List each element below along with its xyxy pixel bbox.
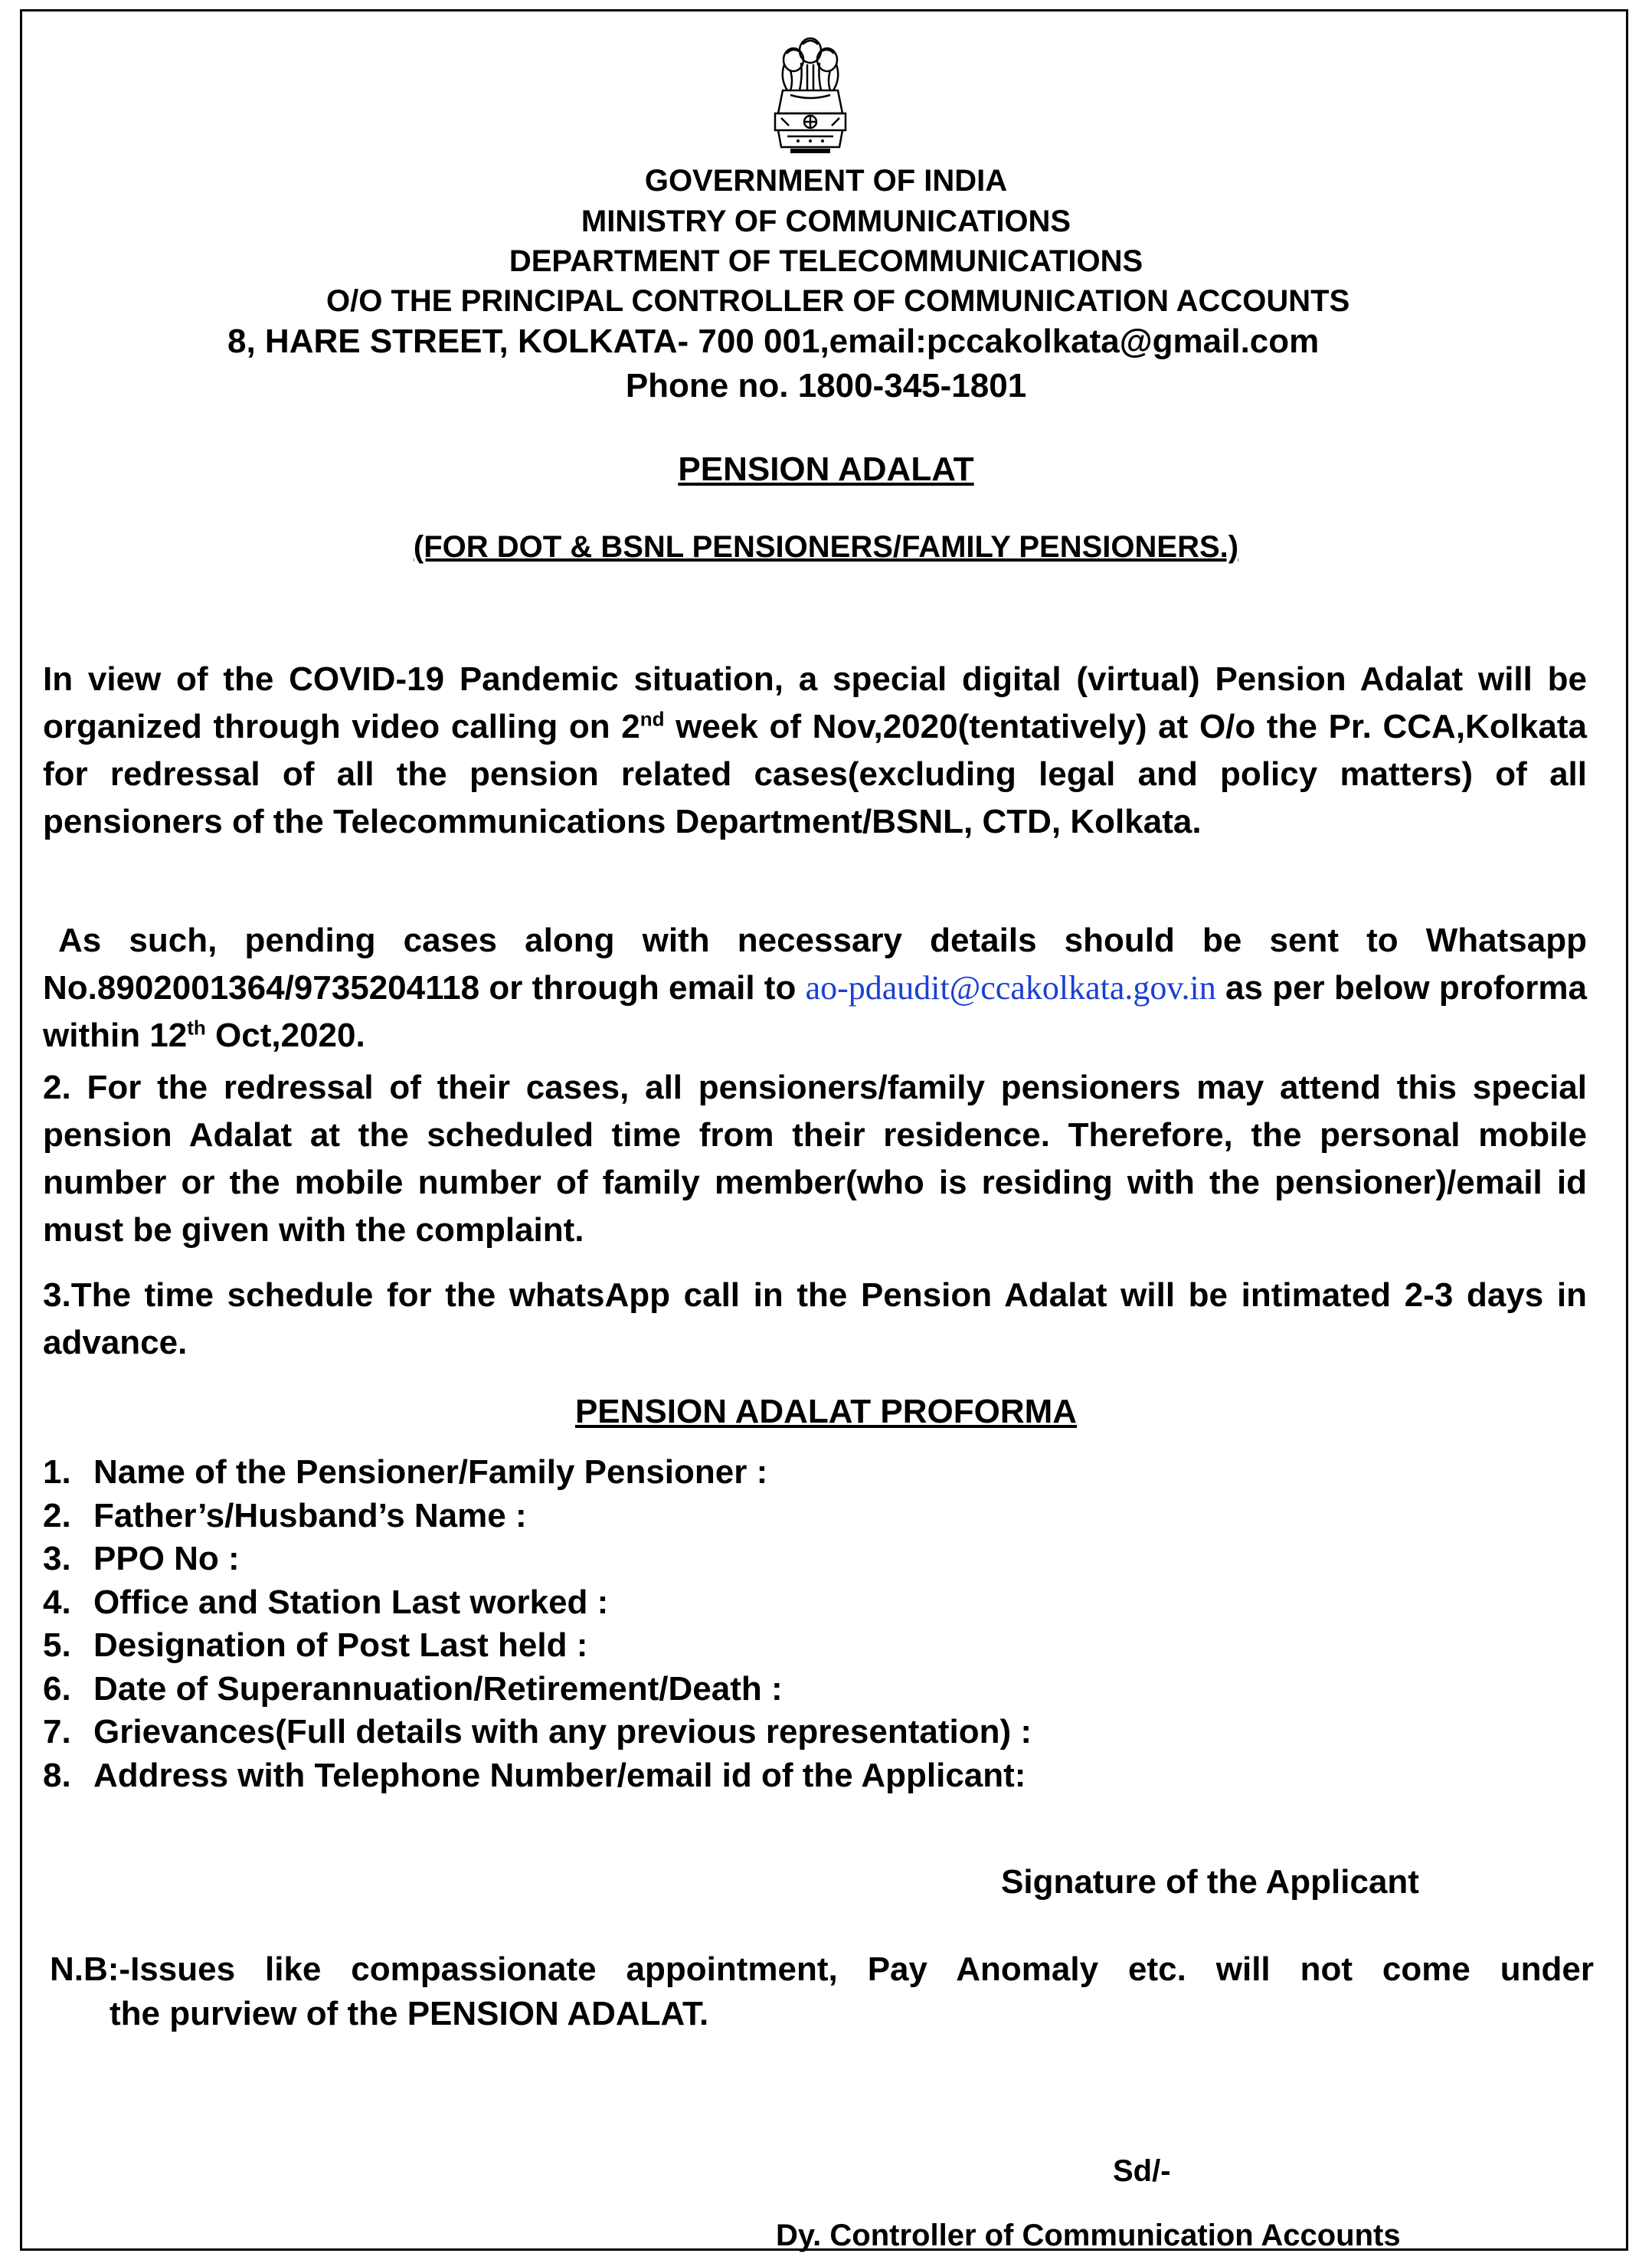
submission-superscript: th — [187, 1016, 206, 1040]
sd-mark: Sd/- — [1113, 2154, 1171, 2188]
nb-line-1: N.B:-Issues like compassionate appointment, Pay Anomaly etc. will not come under — [50, 1950, 1594, 1988]
proforma-item: 7. Grievances(Full details with any previous representation) : — [43, 1713, 1032, 1750]
header-government: GOVERNMENT OF INDIA — [644, 164, 1008, 198]
header-department: DEPARTMENT OF TELECOMMUNICATIONS — [509, 244, 1143, 278]
header-ministry: MINISTRY OF COMMUNICATIONS — [581, 205, 1071, 238]
proforma-list — [43, 1451, 1032, 1797]
submission-text-3: Oct,2020. — [205, 1017, 365, 1054]
signatory-designation: Dy. Controller of Communication Accounts — [776, 2219, 1401, 2252]
schedule-paragraph: 3.The time schedule for the whatsApp call in the Pension Adalat will be intimated 2-3 days in advance. — [43, 1276, 1587, 1361]
nb-note — [50, 1947, 1594, 2036]
submission-text-1: As such, pending cases along with necessary details should be sent to Whatsapp No.8902001364/9735204118 or through email to — [43, 922, 1587, 1007]
proforma-title: PENSION ADALAT PROFORMA — [574, 1393, 1078, 1430]
submission-paragraph — [43, 917, 1587, 1059]
header-office: O/O THE PRINCIPAL CONTROLLER OF COMMUNICATION ACCOUNTS — [326, 284, 1350, 318]
submission-email-link[interactable]: ao-pdaudit@ccakolkata.gov.in — [805, 969, 1216, 1007]
submission-text-2: as per below proforma within 12 — [43, 969, 1587, 1054]
proforma-item: 5. Designation of Post Last held : — [43, 1626, 588, 1664]
signature-label: Signature of the Applicant — [1001, 1863, 1419, 1901]
intro-text-2: week of Nov,2020(tentatively) at O/o the Pr. CCA,Kolkata for redressal of all the pension related cases(excluding legal and policy matters) of all pensioners of the Telecommunications Department/BSNL, CTD, Kolkata. — [43, 708, 1588, 840]
intro-superscript: nd — [640, 707, 665, 731]
header-phone: Phone no. 1800-345-1801 — [625, 367, 1027, 404]
page-subtitle: (FOR DOT & BSNL PENSIONERS/FAMILY PENSIONERS.) — [413, 530, 1239, 564]
proforma-item: 1. Name of the Pensioner/Family Pensioner : — [43, 1453, 768, 1491]
proforma-item: 8. Address with Telephone Number/email id of the Applicant: — [43, 1756, 1026, 1794]
proforma-item: 4. Office and Station Last worked : — [43, 1583, 609, 1621]
intro-text-1: In view of the COVID-19 Pandemic situation, a special digital (virtual) Pension Adalat will be organized through video calling on 2 — [43, 660, 1587, 745]
national-emblem-icon — [767, 34, 853, 160]
proforma-item: 6. Date of Superannuation/Retirement/Death : — [43, 1669, 783, 1708]
proforma-item: 3. PPO No : — [43, 1540, 240, 1577]
proforma-item: 2. Father’s/Husband’s Name : — [43, 1496, 527, 1534]
redressal-paragraph: 2. For the redressal of their cases, all pensioners/family pensioners may attend this special pension Adalat at the scheduled time from their residence. Therefore, the personal mobile number or the mobile number of family member(who is residing with the pensioner)/email id must be given with the complaint. — [43, 1069, 1587, 1249]
nb-line-2: the purview of the PENSION ADALAT. — [110, 1995, 709, 2032]
page-title: PENSION ADALAT — [678, 450, 974, 488]
intro-paragraph — [43, 656, 1587, 846]
header-address: 8, HARE STREET, KOLKATA- 700 001,email:pccakolkata@gmail.com — [227, 323, 1320, 360]
